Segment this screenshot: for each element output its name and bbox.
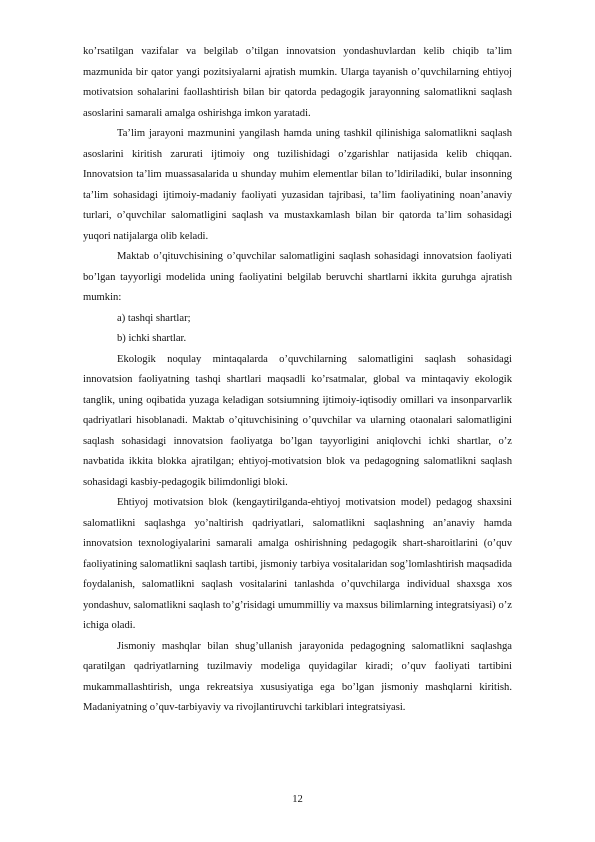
- paragraph-3: Maktab o’qituvchisining o’quvchilar salomatligini saqlash sohasidagi innovatsion faoliyati bo’lgan tayyorligi modelida uning faoliyatini belgilab beruvchi shartlarni ikkita guruhga ajratish mumkin:: [83, 251, 512, 303]
- paragraph-2: Ta’lim jarayoni mazmunini yangilash hamda uning tashkil qilinishiga salomatlikni saqlash asoslarini kiritish zarurati ijtimoiy ong tuzilishidagi o’zgarishlar natijasida kelib chiqqan. Innovatsion ta’lim muassasalarida u shunday muhim elementlar bilan to’ldiriladiki, bular insonning ta’lim sohasidagi ijtimoiy-madaniy faoliyati yuzasidan tajribasi, ta’lim faoliyatining noan’anaviy turlari, o’quvchilar salomatligini saqlash va mustaxkamlash bilan bir qatorda ta’lim sohasidagi yuqori natijalarga olib keladi.: [83, 128, 512, 242]
- paragraph-1: ko’rsatilgan vazifalar va belgilab o’tilgan innovatsion yondashuvlardan kelib chiqib ta’lim mazmunida bir qator yangi pozitsiyalarni ajratish mumkin. Ularga tayanish o’quvchilarning ehtiyoj motivatsion sohalarini faollashtirish bilan bir qatorda pedagogik jarayonning salomatlikni saqlash asoslarini samarali amalga oshirishga imkon yaratadi.: [83, 46, 512, 119]
- list-item-b: b) ichki shartlar.: [117, 333, 187, 344]
- list-item-a: a) tashqi shartlar;: [117, 312, 191, 324]
- document-body: [83, 42, 512, 719]
- page-number: 12: [292, 794, 303, 805]
- paragraph-6: Jismoniy mashqlar bilan shug’ullanish jarayonida pedagogning salomatlikni saqlashga qaratilgan qadriyatlarning tuzilmaviy modeliga quyidagilar kiradi; o’quv faoliyati tartibini mukammallashtirish, unga rekreatsiya xususiyatiga ega bo’lgan jismoniy mashqlarni kiritish. Madaniyatning o’quv-tarbiyaviy va rivojlantiruvchi tarkiblari integratsiyasi.: [83, 640, 512, 713]
- paragraph-4: Ekologik noqulay mintaqalarda o’quvchilarning salomatligini saqlash sohasidagi innovatsion faoliyatning tashqi shartlari maqsadli ko’rsatmalar, global va mintaqaviy ekologik tanglik, uning oqibatida yuzaga keladigan sotsiumning ijtimoiy-iqtisodiy omillari va insonparvarlik qadriyatlari hisoblanadi. Maktab o’qituvchisining o’quvchilar va ularning otaonalari salomatligini saqlash sohasidagi innovatsion faoliyatga bo’lgan tayyorligini aniqlovchi ichki shartlar, o’z navbatida ikkita blokka ajratilgan; ehtiyoj-motivatsion blok va pedagogning salomatlikni saqlash sohasidagi kasbiy-pedagogik bilimdonligi bloki.: [83, 353, 512, 488]
- paragraph-5: Ehtiyoj motivatsion blok (kengaytirilganda-ehtiyoj motivatsion model) pedagog shaxsini salomatlikni saqlashga yo’naltirish qadriyatlari, salomatlikni saqlashning an’anaviy hamda innovatsion texnologiyalarini samarali amalga oshirishning pedagogik shart-sharoitlarini (o’quv faoliyatining salomatlikni saqlash tartibi, jismoniy tarbiya vositalaridan sog’lomlashtirish maqsadida foydalanish, salomatlikni saqlash vositalarini tanlashda o’quvchilarga individual shaxsga xos yondashuv, salomatlikni saqlash to’g’risidagi umummilliy va maxsus bilimlarning integratsiyasi) o’z ichiga oladi.: [83, 497, 512, 631]
